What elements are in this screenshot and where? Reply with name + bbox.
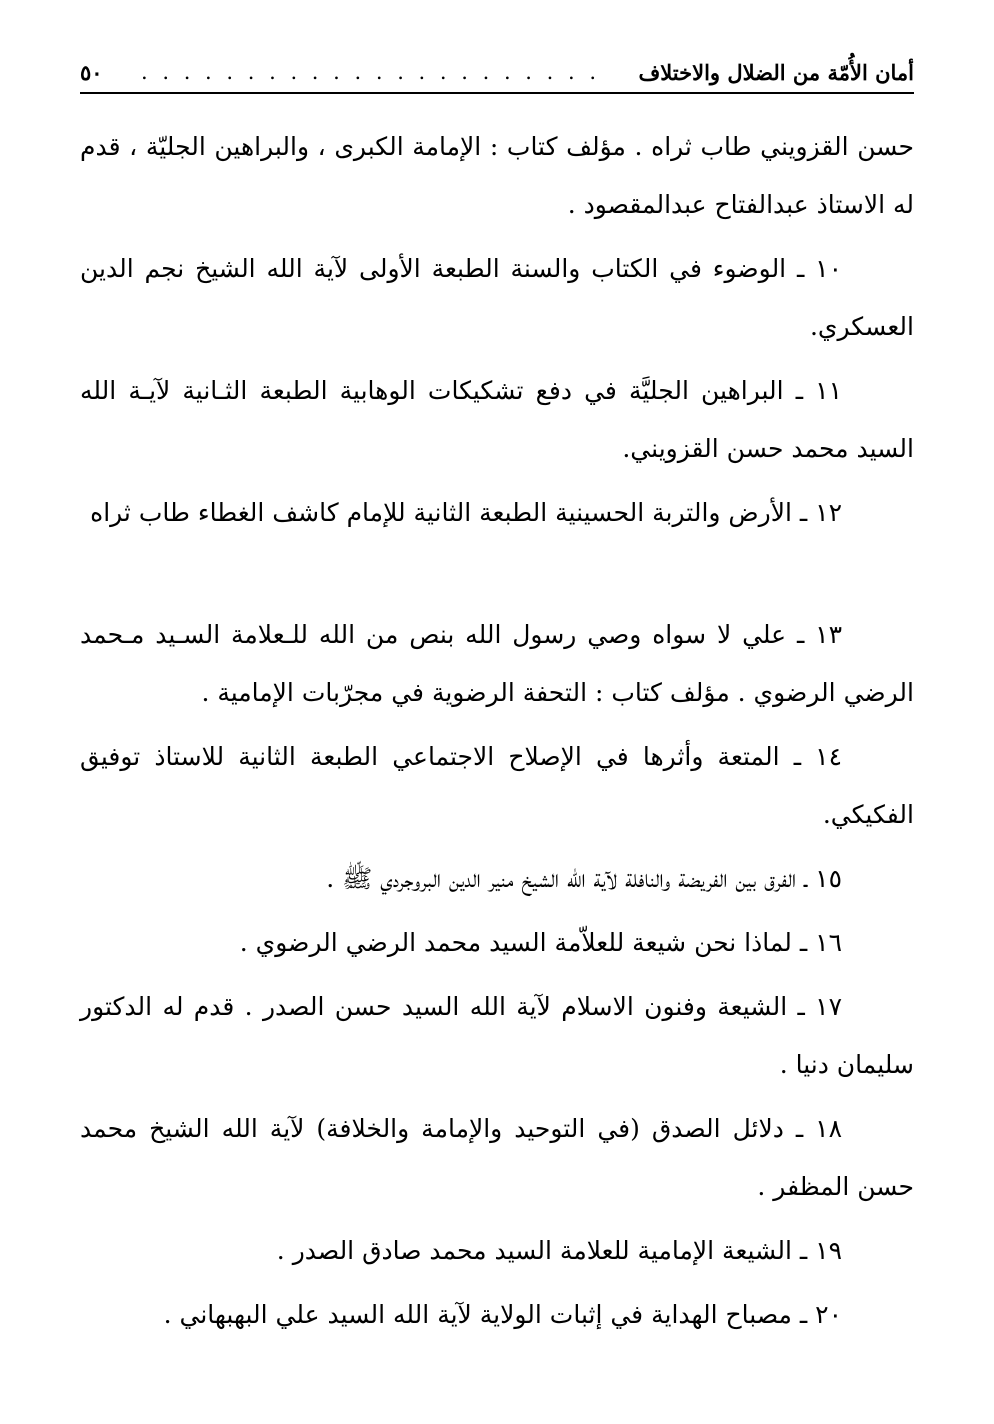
list-item: ١٨ ـ دلائل الصدق (في التوحيد والإمامة والخلافة) لآية الله الشيخ محمد حسن المظفر . [80,1114,914,1201]
blank-gap [80,548,914,606]
list-item: ١٦ ـ لماذا نحن شيعة للعلاّمة السيد محمد الرضي الرضوي . [239,928,842,957]
list-item: ١٧ ـ الشيعة وفنون الاسلام لآية الله السيد حسن الصدر . قدم له الدكتور سليمان دنيا . [80,992,914,1079]
list-item: ١١ ـ البراهين الجليَّة في دفع تشكيكات الوهابية الطبعة الثـانية لآيـة الله السيد محمد حسن القزويني. [80,376,914,463]
header-dot-leader: . . . . . . . . . . . . . . . . . . . . . . [141,60,601,84]
continued-paragraph: حسن القزويني طاب ثراه . مؤلف كتاب : الإمامة الكبرى ، والبراهين الجليّة ، قدم له الاستاذ عبدالفتاح عبدالمقصود . [80,132,914,219]
page-body [80,118,914,1344]
running-header [80,52,914,94]
header-title: أمان الأُمّة من الضلال والاختلاف [638,59,914,85]
book-page [80,52,914,1350]
list-item: ١٢ ـ الأرض والتربة الحسينية الطبعة الثانية للإمام كاشف الغطاء طاب ثراه [90,498,842,527]
page-number: ٥٠ [80,59,103,85]
list-item: ١٠ ـ الوضوء في الكتاب والسنة الطبعة الأولى لآية الله الشيخ نجم الدين العسكري. [80,254,914,341]
list-item: ٢٠ ـ مصباح الهداية في إثبات الولاية لآية الله السيد علي البهبهاني . [163,1300,842,1329]
list-item: ١٩ ـ الشيعة الإمامية للعلامة السيد محمد صادق الصدر . [276,1236,842,1265]
list-item: ١٣ ـ علي لا سواه وصي رسول الله بنص من الله للـعلامة السـيد مـحمد الرضي الرضوي . مؤلف كتاب : التحفة الرضوية في مجرّبات الإمامية . [80,620,914,707]
list-item: ١٥ ـ الفرق بين الفريضة والنافلة لآية الله الشيخ منير الدين البروجردي ﷺ . [326,864,842,893]
list-item: ١٤ ـ المتعة وأثرها في الإصلاح الاجتماعي الطبعة الثانية للاستاذ توفيق الفكيكي. [80,742,914,829]
